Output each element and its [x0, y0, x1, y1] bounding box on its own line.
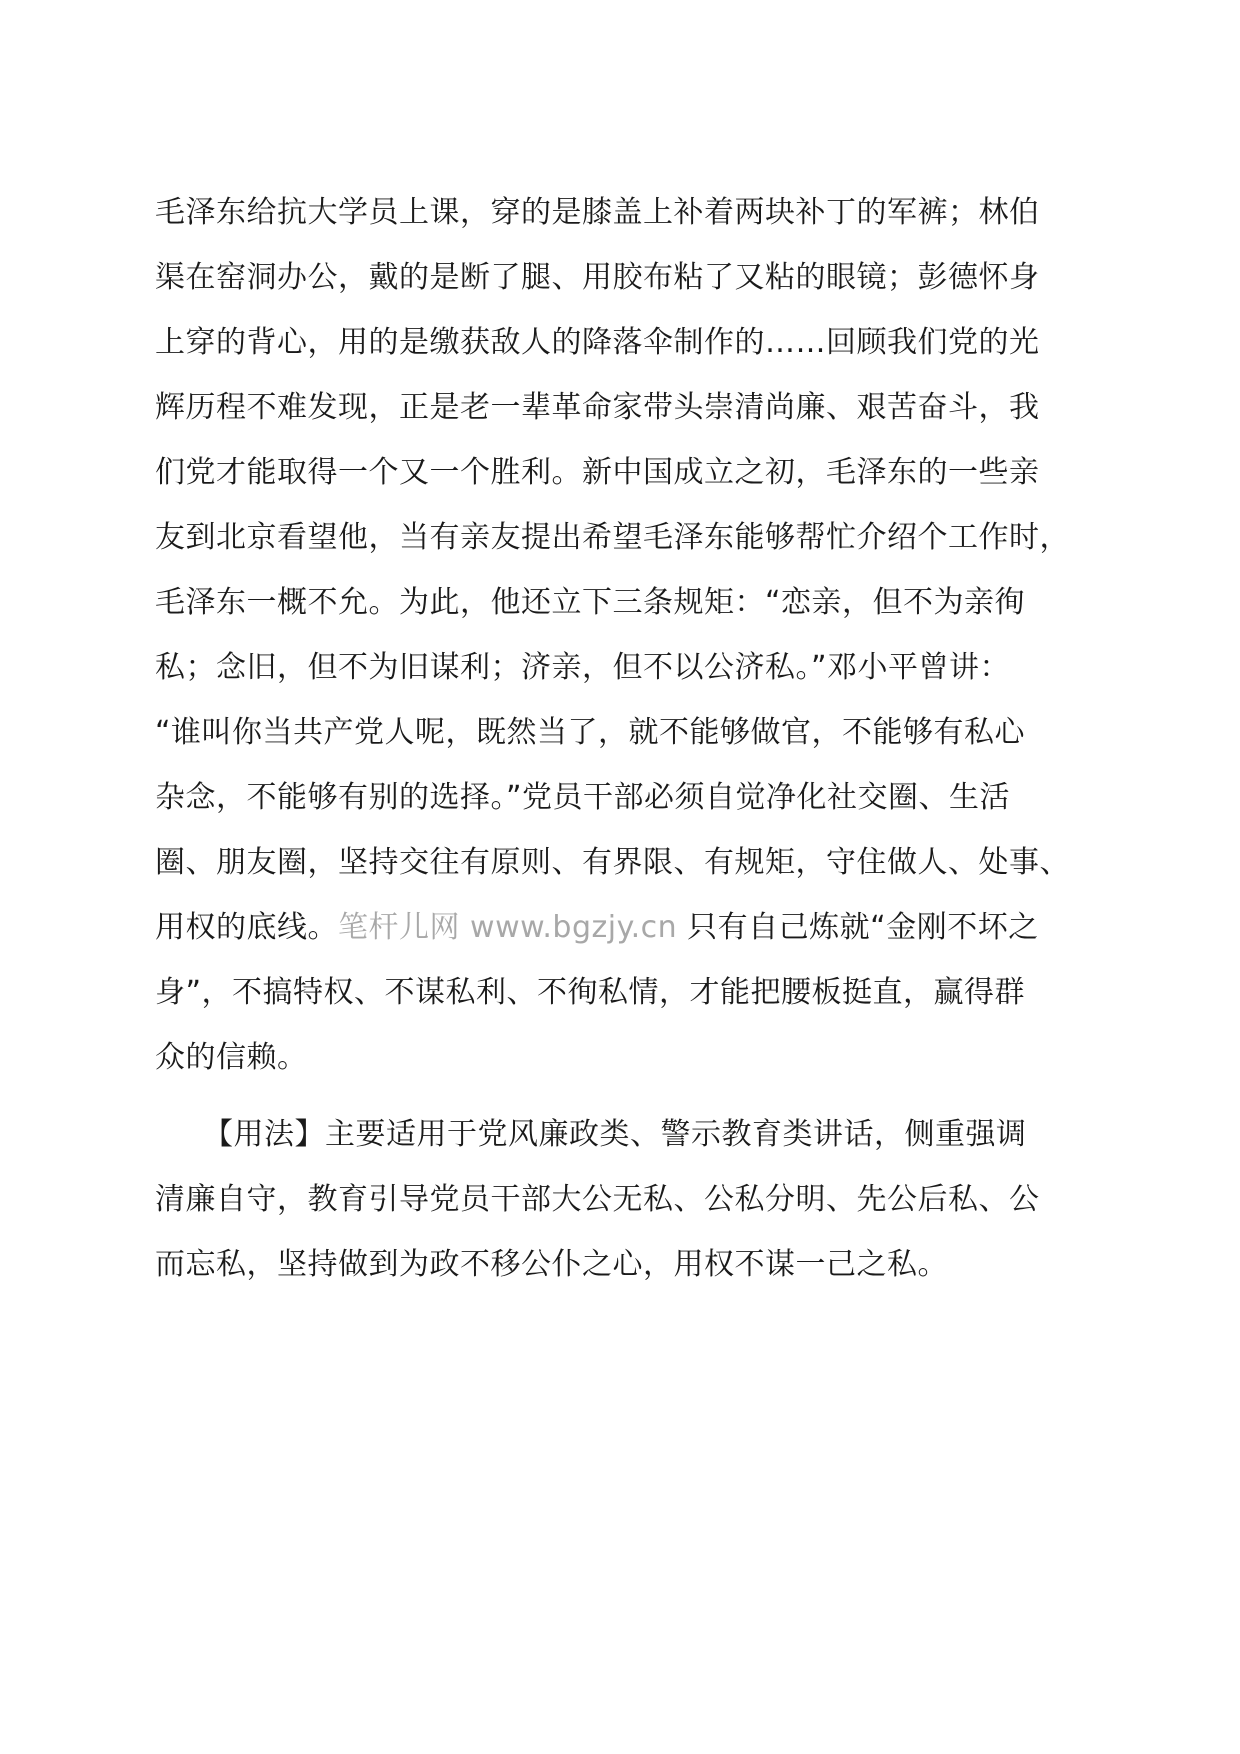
text-segment: 只有自己炼就“金刚不坏之	[677, 910, 1039, 945]
text-line: 杂念，不能够有别的选择。”党员干部必须自觉净化社交圈、生活	[155, 780, 1011, 815]
text-line: 私；念旧，但不为旧谋利；济亲，但不以公济私。”邓小平曾讲：	[155, 650, 1011, 685]
text-segment: 用权的底线。	[155, 910, 338, 945]
text-line: 圈、朋友圈，坚持交往有原则、有界限、有规矩，守住做人、处事、	[155, 845, 1070, 880]
text-line: 们党才能取得一个又一个胜利。新中国成立之初，毛泽东的一些亲	[155, 455, 1040, 490]
text-line: 上穿的背心，用的是缴获敌人的降落伞制作的……回顾我们党的光	[155, 325, 1040, 360]
text-line: 清廉自守，教育引导党员干部大公无私、公私分明、先公后私、公	[155, 1182, 1040, 1217]
text-line: 渠在窑洞办公，戴的是断了腿、用胶布粘了又粘的眼镜；彭德怀身	[155, 260, 1040, 295]
text-line: 辉历程不难发现，正是老一辈革命家带头崇清尚廉、艰苦奋斗，我	[155, 390, 1040, 425]
text-line: 友到北京看望他，当有亲友提出希望毛泽东能够帮忙介绍个工作时，	[155, 520, 1070, 555]
paragraph-example	[155, 180, 1100, 1090]
paragraph-gap	[155, 1090, 1100, 1102]
text-line: “谁叫你当共产党人呢，既然当了，就不能够做官，不能够有私心	[155, 715, 1026, 750]
text-line: 毛泽东给抗大学员上课，穿的是膝盖上补着两块补丁的军裤；林伯	[155, 195, 1040, 230]
text-line: 毛泽东一概不允。为此，他还立下三条规矩：“恋亲，但不为亲徇	[155, 585, 1026, 620]
text-line: 身”，不搞特权、不谋私利、不徇私情，才能把腰板挺直，赢得群	[155, 975, 1026, 1010]
text-line: 而忘私，坚持做到为政不移公仆之心，用权不谋一己之私。	[155, 1247, 948, 1282]
paragraph-usage	[155, 1102, 1100, 1297]
text-line: 众的信赖。	[155, 1040, 308, 1075]
watermark-text: 笔杆儿网 www.bgzjy.cn	[338, 910, 678, 945]
text-line: 【用法】主要适用于党风廉政类、警示教育类讲话，侧重强调	[203, 1117, 1027, 1152]
document-body	[155, 180, 1100, 1297]
text-line-with-watermark	[155, 895, 1100, 960]
